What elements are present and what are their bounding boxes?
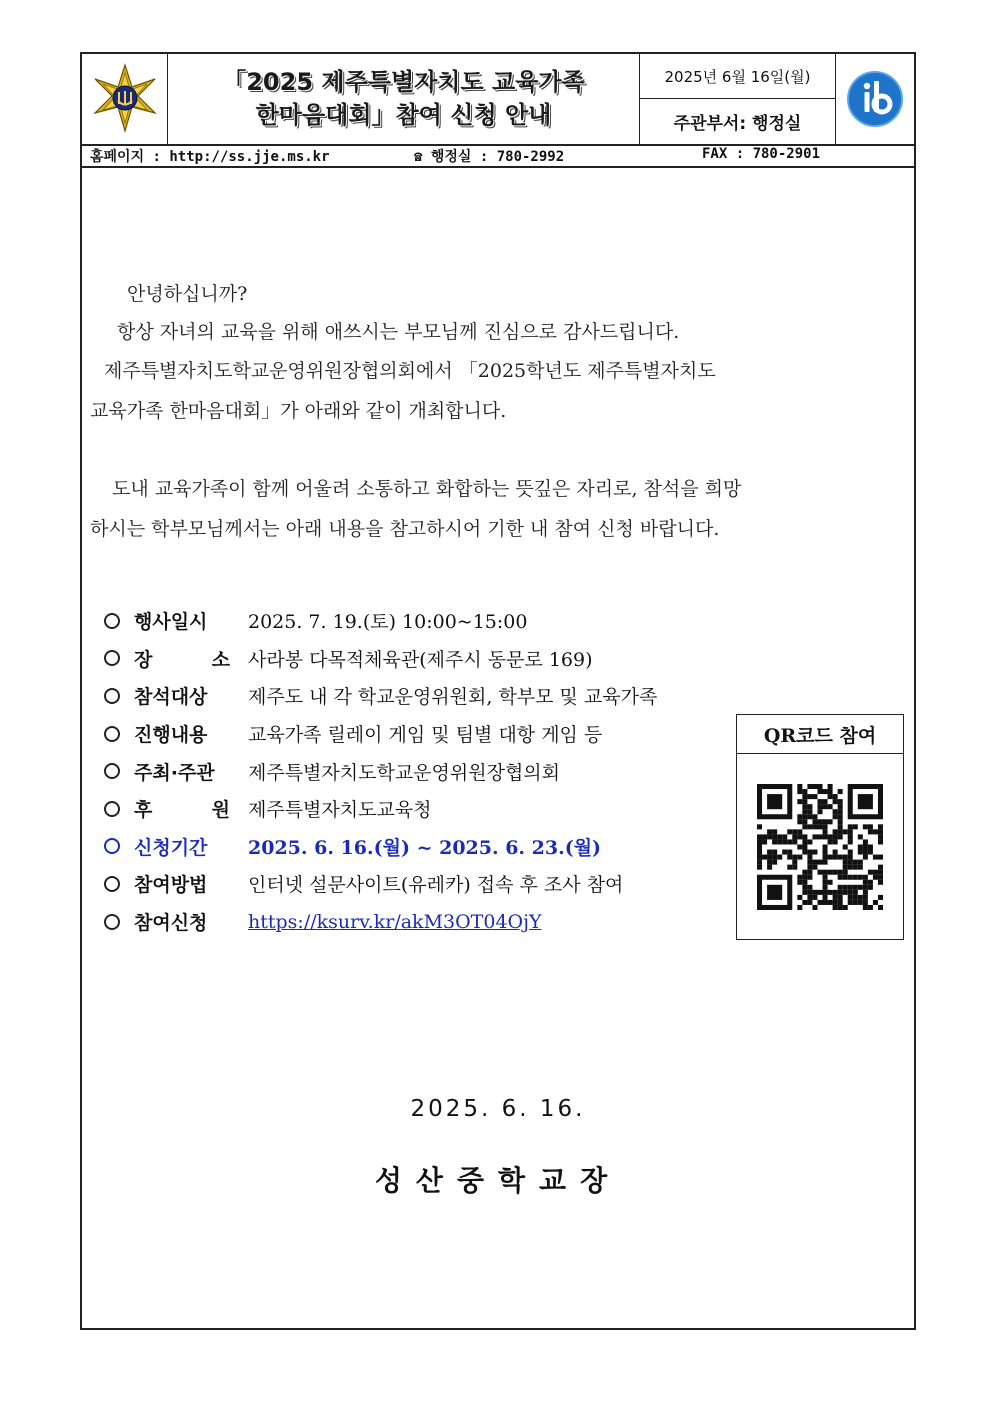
fax-text: FAX : 780-2901 (702, 146, 821, 162)
detail-value: 2025. 6. 16.(월) ~ 2025. 6. 23.(월) (248, 836, 602, 859)
document-frame (80, 52, 916, 1330)
detail-value: 제주도 내 각 학교운영위원회, 학부모 및 교육가족 (248, 686, 658, 709)
paragraph-2-line-2: 하시는 학부모님께서는 아래 내용을 참고하시어 기한 내 참여 신청 바랍니다. (90, 518, 720, 540)
detail-row-audience (104, 677, 734, 715)
detail-label: 후 원 (134, 799, 230, 822)
detail-row-program (104, 715, 734, 753)
qr-heading: QR코드 참여 (737, 715, 903, 754)
detail-label: 참석대상 (134, 686, 208, 709)
detail-label: 신청기간 (134, 836, 208, 859)
detail-label: 참여방법 (134, 874, 208, 897)
paragraph-2-line-1: 도내 교육가족이 함께 어울려 소통하고 화합하는 뜻깊은 자리로, 참석을 희망 (112, 478, 742, 500)
event-details (104, 602, 734, 940)
contact-bar (82, 144, 914, 168)
detail-row-venue (104, 640, 734, 678)
paragraph-1-line-2: 제주특별자치도학교운영위원장협의회에서 「2025학년도 제주특별자치도 (104, 360, 716, 382)
detail-value: 제주특별자치도학교운영위원장협의회 (248, 761, 561, 784)
signer-name: 성산중학교장 (374, 1164, 622, 1197)
bullet-circle (104, 876, 120, 892)
letterhead (82, 54, 914, 146)
department: 주관부서: 행정실 (673, 114, 802, 134)
survey-link[interactable]: https://ksurv.kr/akM3OT04OjY (248, 910, 542, 933)
detail-label: 행사일시 (134, 611, 208, 634)
detail-label: 참여신청 (134, 912, 208, 935)
detail-label: 주최·주관 (134, 761, 215, 784)
bullet-circle (104, 650, 120, 666)
detail-value: 2025. 7. 19.(토) 10:00~15:00 (248, 611, 528, 634)
detail-row-sponsor (104, 790, 734, 828)
bullet-circle (104, 838, 120, 854)
detail-row-application-period (104, 828, 734, 866)
bullet-circle (104, 801, 120, 817)
detail-value: 제주특별자치도교육청 (248, 799, 432, 822)
detail-row-date (104, 602, 734, 640)
document-title (168, 54, 640, 144)
detail-row-method (104, 865, 734, 903)
phone-text: ☎ 행정실 : 780-2992 (414, 149, 565, 165)
title-line-2: 한마음대회」참여 신청 안내 (255, 101, 552, 129)
qr-box (736, 714, 904, 940)
qr-code[interactable] (757, 784, 883, 910)
bullet-circle (104, 613, 120, 629)
detail-value: 교육가족 릴레이 게임 및 팀별 대항 게임 등 (248, 724, 603, 747)
detail-row-host (104, 752, 734, 790)
header-meta (640, 54, 836, 144)
school-emblem (82, 54, 168, 144)
bullet-circle (104, 688, 120, 704)
homepage-text: 홈페이지 : http://ss.jje.ms.kr (90, 149, 330, 165)
issue-date: 2025년 6월 16일(월) (640, 54, 835, 99)
title-line-1: 「2025 제주특별자치도 교육가족 (222, 68, 585, 96)
bullet-circle (104, 726, 120, 742)
detail-label: 장 소 (134, 648, 230, 671)
paragraph-1-line-1: 항상 자녀의 교육을 위해 애쓰시는 부모님께 진심으로 감사드립니다. (117, 321, 680, 343)
detail-value: 사라봉 다목적체육관(제주시 동문로 169) (248, 648, 593, 671)
greeting: 안녕하십니까? (127, 283, 248, 305)
bullet-circle (104, 763, 120, 779)
detail-label: 진행내용 (134, 724, 208, 747)
ib-logo (836, 54, 914, 144)
bullet-circle (104, 914, 120, 930)
detail-value: 인터넷 설문사이트(유레카) 접속 후 조사 참여 (248, 874, 624, 897)
signature-date: 2025. 6. 16. (410, 1096, 586, 1122)
paragraph-1-line-3: 교육가족 한마음대회」가 아래와 같이 개최합니다. (90, 400, 507, 422)
detail-row-apply (104, 903, 734, 941)
